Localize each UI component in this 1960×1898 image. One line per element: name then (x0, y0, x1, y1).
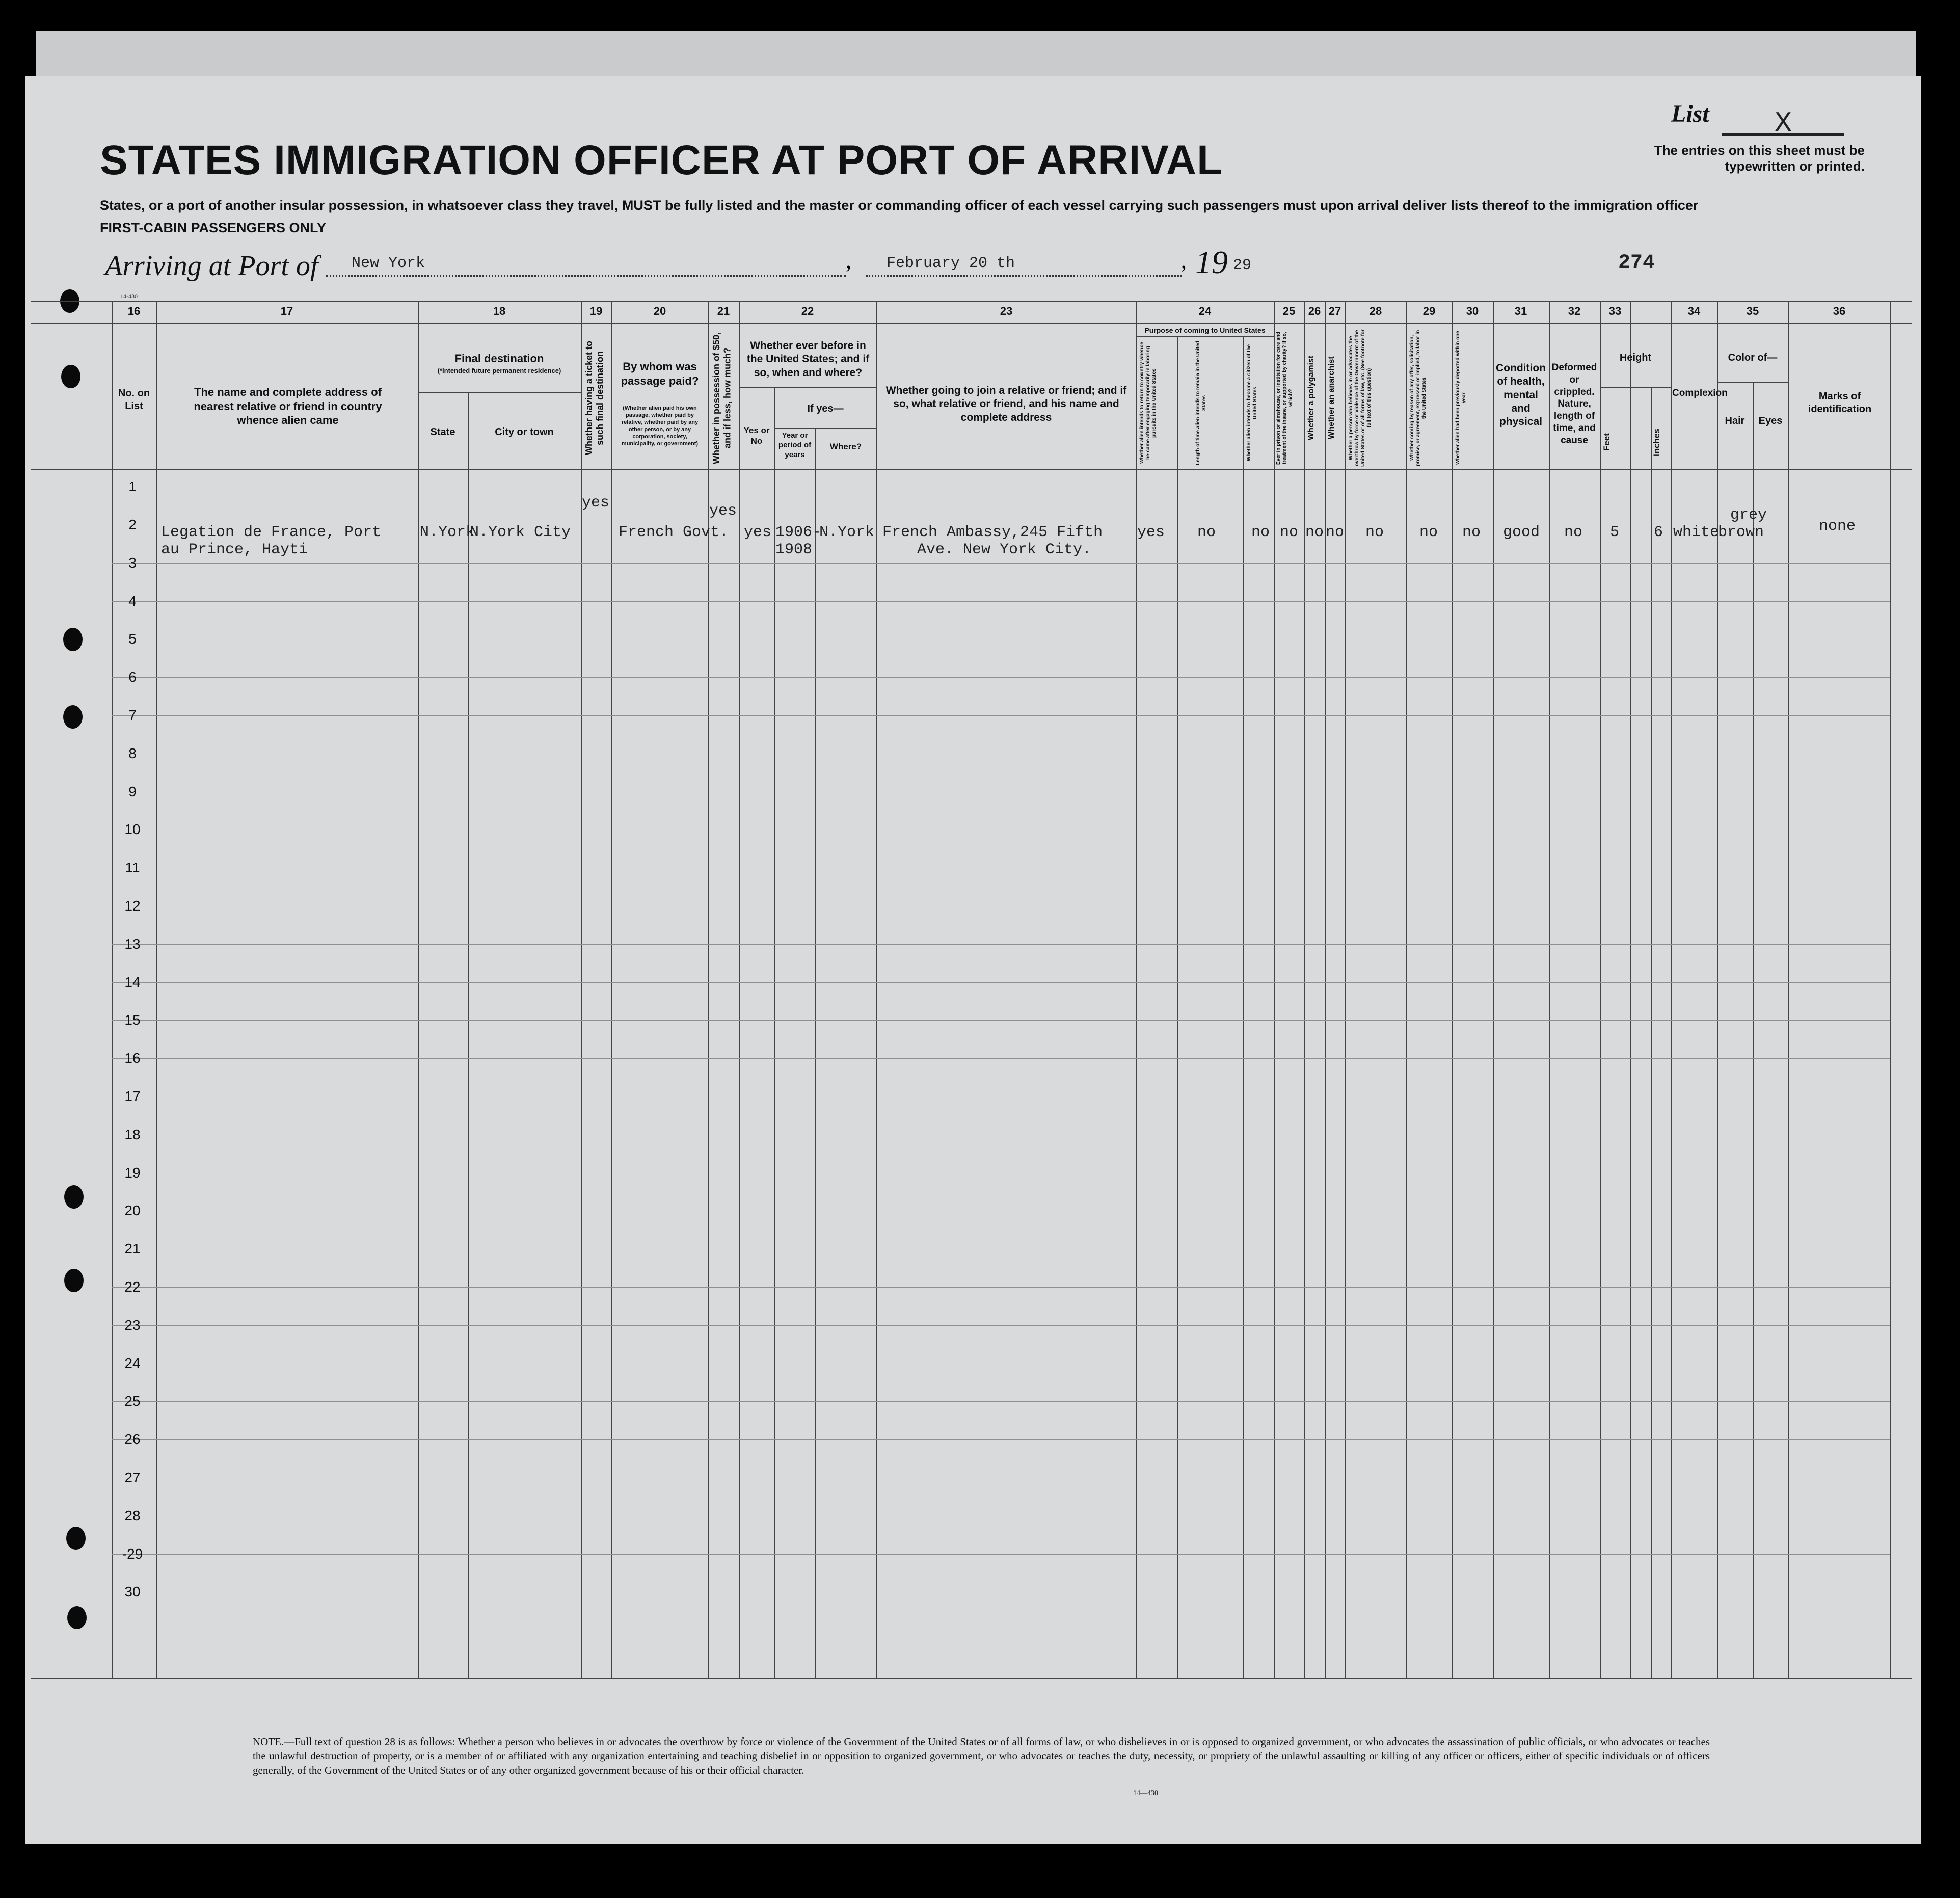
col-line (1549, 301, 1550, 1678)
col-num-23: 23 (1000, 305, 1013, 317)
header-polygamist: Whether a polygamist (1307, 355, 1315, 441)
entry-deformed: no (1564, 524, 1583, 541)
entry-join-line1: French Ambassy,245 Fifth (882, 524, 1103, 541)
col-line (1753, 382, 1754, 1678)
col-num-16: 16 (127, 305, 141, 317)
row-number: 2 (128, 517, 137, 532)
col-num-25: 25 (1282, 305, 1296, 317)
header-height: Height (1619, 352, 1652, 363)
row-number: 9 (128, 783, 137, 799)
col-num-33: 33 (1608, 305, 1622, 317)
table-row (112, 677, 1890, 678)
subtitle: States, or a port of another insular possession, in whatsoever class they travel, MUST be fully listed and the master or commanding officer of each vessel carrying such passengers must upon arrival deliver lists thereof to the immigration officer (100, 198, 1699, 213)
entry-paid-by: French Govt. (619, 524, 729, 541)
row-number: 6 (128, 669, 137, 685)
col-num-22: 22 (801, 305, 814, 317)
col-num-34: 34 (1687, 305, 1701, 317)
table-row (112, 1401, 1890, 1402)
row-number: 30 (124, 1584, 141, 1600)
subheader-line (418, 392, 581, 393)
header-where: Where? (829, 442, 862, 451)
col-line (1493, 301, 1494, 1678)
col-num-27: 27 (1328, 305, 1341, 317)
row-number: 7 (128, 707, 137, 723)
table-row (112, 1287, 1890, 1288)
header-final-destination: Final destination (454, 352, 544, 365)
table-row (112, 1554, 1890, 1555)
col-line (1452, 301, 1453, 1678)
row-number: 21 (124, 1241, 141, 1257)
entry-anarchist: no (1326, 524, 1345, 541)
table-row (112, 601, 1890, 602)
header-anarchist: Whether an anarchist (1327, 356, 1336, 440)
entry-deported: no (1462, 524, 1481, 541)
header-eyes: Eyes (1758, 415, 1783, 426)
row-number: 23 (124, 1317, 141, 1333)
entry-state: N.York (420, 524, 475, 541)
entry-health: good (1503, 524, 1540, 541)
list-label: List (1671, 100, 1709, 127)
row-number: 4 (128, 593, 137, 609)
col-num-31: 31 (1514, 305, 1527, 317)
col-num-26: 26 (1308, 305, 1321, 317)
col-line (876, 301, 877, 1678)
col-line (1671, 301, 1672, 1678)
row-number: 24 (124, 1355, 141, 1371)
header-prison: Ever in prison or almshouse, or institution for care and treatment of the insane, or supported by charity? If so, which? (1276, 331, 1294, 465)
col-num-36: 36 (1833, 305, 1846, 317)
row-number: 3 (128, 554, 137, 571)
header-purpose: Purpose of coming to United States (1144, 326, 1266, 334)
col-line (1788, 301, 1789, 1678)
col-line (1406, 301, 1407, 1678)
header-hair: Hair (1725, 415, 1745, 426)
year-suffix: 29 (1233, 257, 1252, 274)
sheet-number: 274 (1618, 252, 1655, 275)
header-no-on-list: No. on List (118, 388, 150, 412)
table-row (112, 715, 1890, 716)
col-line (1600, 301, 1601, 1678)
col-num-24: 24 (1198, 305, 1212, 317)
page-title: STATES IMMIGRATION OFFICER AT PORT OF ARRIVAL (100, 137, 1223, 183)
header-ticket: Whether having a ticket to such final destination (584, 340, 605, 456)
header-yes-no: Yes or No (743, 425, 770, 446)
col-num-35: 35 (1746, 305, 1759, 317)
row-number: 28 (124, 1507, 141, 1523)
class-note: FIRST-CABIN PASSENGERS ONLY (100, 220, 327, 235)
row-number: 14 (124, 974, 141, 990)
header-passage-paid-note: (Whether alien paid his own passage, whether paid by relative, whether paid by any other person, or by any corporation, society, municipality, or government) (621, 405, 699, 447)
comma: , (846, 248, 851, 273)
col-num-19: 19 (589, 305, 603, 317)
subheader-line (739, 387, 876, 388)
row-number: 25 (124, 1393, 141, 1409)
header-marks: Marks of identification (1808, 391, 1872, 415)
date-value: February 20 th (887, 255, 1015, 272)
entry-feet: 5 (1610, 524, 1620, 541)
header-inches: Inches (1652, 429, 1661, 456)
row-number: 12 (124, 898, 141, 914)
header-nearest-relative: The name and complete address of nearest relative or friend in country whence alien came (194, 386, 382, 426)
col-line (418, 301, 419, 1678)
manifest-table (31, 301, 1912, 1679)
col-line (1304, 301, 1305, 1678)
entry-address-line1: Legation de France, Port (161, 524, 382, 541)
table-row (112, 1439, 1890, 1440)
row-number: 16 (124, 1050, 141, 1066)
header-complexion: Complexion (1672, 388, 1728, 398)
table-row (112, 1058, 1890, 1059)
col-num-30: 30 (1466, 305, 1479, 317)
header-health: Condition of health, mental and physical (1496, 362, 1546, 427)
entry-period-line1: 1906- (775, 524, 822, 541)
table-row (112, 563, 1890, 564)
header-passage-paid: By whom was passage paid? (621, 360, 699, 387)
header-purpose-length: Length of time alien intends to remain in the United States (1195, 341, 1207, 465)
col-line (1890, 301, 1891, 1678)
col-line (611, 301, 612, 1678)
header-city: City or town (495, 426, 554, 438)
row-number: 5 (128, 631, 137, 647)
table-row (112, 982, 1890, 983)
entry-address-line2: au Prince, Hayti (161, 541, 308, 558)
header-purpose-citizen: Whether alien intends to become a citizen of the United States (1246, 344, 1258, 462)
header-join-relative: Whether going to join a relative or friend; and if so, what relative or friend, and his name and complete address (885, 385, 1127, 423)
header-if-yes: If yes— (807, 403, 844, 414)
header-color-of: Color of— (1728, 352, 1778, 363)
header-purpose-return: Whether alien intends to return to country whence he came after engaging temporarily in laboring pursuits in the United States (1139, 342, 1157, 464)
header-bottom-border (31, 469, 1912, 470)
footer-form-code: 14—430 (1133, 1789, 1158, 1797)
header-deported: Whether alien had been previously deported within one year (1455, 331, 1467, 465)
col-num-18: 18 (493, 305, 506, 317)
list-value: X (1722, 113, 1844, 136)
header-state: State (430, 426, 455, 438)
header-final-destination-note: (*Intended future permanent residence) (437, 367, 561, 375)
entry-prison: no (1280, 524, 1299, 541)
entry-inches: 6 (1654, 524, 1663, 541)
port-value: New York (352, 255, 425, 272)
entry-overthrow: no (1365, 524, 1384, 541)
header-period: Year or period of years (778, 431, 812, 459)
port-line (326, 275, 846, 277)
entry-complexion: white (1673, 524, 1720, 541)
entry-purpose-return: yes (1137, 524, 1165, 541)
header-feet: Feet (1602, 433, 1612, 451)
subheader-line (1600, 387, 1671, 388)
row-number: 8 (128, 745, 137, 761)
row-number: 18 (124, 1126, 141, 1142)
col-num-21: 21 (717, 305, 730, 317)
col-line (156, 301, 157, 1678)
entry-before-yes-no: yes (744, 524, 772, 541)
table-row (112, 944, 1890, 945)
col-line (1274, 301, 1275, 1678)
row-number: 11 (125, 860, 140, 876)
row-number: -29 (122, 1545, 143, 1562)
entry-where: N.York (819, 524, 875, 541)
entry-polygamist: no (1305, 524, 1324, 541)
table-row (112, 1020, 1890, 1021)
year-prefix: 19 (1195, 244, 1228, 280)
col-num-28: 28 (1369, 305, 1382, 317)
entries-note: The entries on this sheet must be typewritten or printed. (1654, 143, 1865, 174)
col-line (1177, 336, 1178, 1678)
row-number: 15 (124, 1012, 141, 1028)
row-number: 20 (124, 1202, 141, 1219)
comma: , (1181, 248, 1187, 273)
col-line (1325, 301, 1326, 1678)
table-row (112, 1325, 1890, 1326)
entry-purpose-citizen: no (1251, 524, 1270, 541)
row-number: 27 (124, 1469, 141, 1485)
entry-eyes: grey (1730, 506, 1767, 524)
header-offer: Whether coming by reason of any offer, solicitation, promise, or agreement, expressed or implied, to labor in the United States (1409, 330, 1427, 466)
header-fifty-dollars: Whether in possession of $50, and if less, how much? (711, 332, 733, 464)
form-code: 14-430 (120, 292, 138, 300)
row-number: 13 (124, 935, 141, 952)
col-line (1345, 301, 1346, 1678)
entry-purpose-length: no (1197, 524, 1216, 541)
row-number: 1 (128, 478, 137, 495)
header-ever-before: Whether ever before in the United States; and if so, when and where? (746, 340, 870, 379)
subheader-line (1717, 382, 1788, 383)
col-line (739, 301, 740, 1678)
row-number: 10 (124, 821, 141, 838)
row-number: 19 (124, 1164, 141, 1181)
entry-join-line2: Ave. New York City. (917, 541, 1092, 558)
row-number: 22 (124, 1279, 141, 1295)
entry-ticket: yes (582, 494, 610, 512)
col-line (815, 428, 816, 1678)
entry-period-line2: 1908 (775, 541, 813, 558)
col-line (774, 387, 775, 1678)
entry-hair: brown (1718, 524, 1764, 541)
header-deformed: Deformed or crippled. Nature, length of time, and cause (1551, 362, 1597, 446)
col-num-32: 32 (1568, 305, 1581, 317)
footnote: NOTE.—Full text of question 28 is as follows: Whether a person who believes in or advocates the overthrow by force or violence of the Government of the United States or of all forms of law, or who disbelieves in or is opposed to organized government, or who advocates the assassination of public officials, or who advocates or teaches the unlawful destruction of property, or is a member of or affiliated with any organization entertaining and teaching disbelief in or opposition to organized government, or who advocates or teaches the duty, necessity, or propriety of the unlawful assaulting or killing of any officer or officers, either of specific individuals or of officers generally, of the Government of the United States or of any other organized government because of his or their official character. (253, 1735, 1710, 1776)
entry-money: yes (709, 502, 737, 520)
row-number: 26 (124, 1431, 141, 1448)
row-number: 17 (124, 1088, 141, 1104)
subheader-line (1136, 336, 1274, 337)
subheader-line (774, 428, 876, 429)
col-line (1136, 301, 1137, 1678)
col-line (1243, 336, 1244, 1678)
colnum-row-border (31, 323, 1912, 324)
header-overthrow: Whether a person who believes in or advocates the overthrow by force or violence of the Government of the United States or of all forms of law, etc. (See footnote for full text of this question) (1348, 329, 1372, 467)
col-line (1651, 387, 1652, 1678)
date-line (866, 275, 1182, 277)
table-top-border (31, 301, 1912, 302)
entry-city: N.York City (470, 524, 571, 541)
entry-offer: no (1419, 524, 1438, 541)
table-bottom-border (31, 1678, 1912, 1679)
col-num-17: 17 (280, 305, 293, 317)
col-num-20: 20 (653, 305, 666, 317)
entry-marks: none (1819, 518, 1856, 535)
arriving-label: Arriving at Port of (105, 250, 318, 282)
col-line (1717, 301, 1718, 1678)
col-line (468, 392, 469, 1678)
col-num-29: 29 (1422, 305, 1436, 317)
col-line (1630, 301, 1631, 1678)
